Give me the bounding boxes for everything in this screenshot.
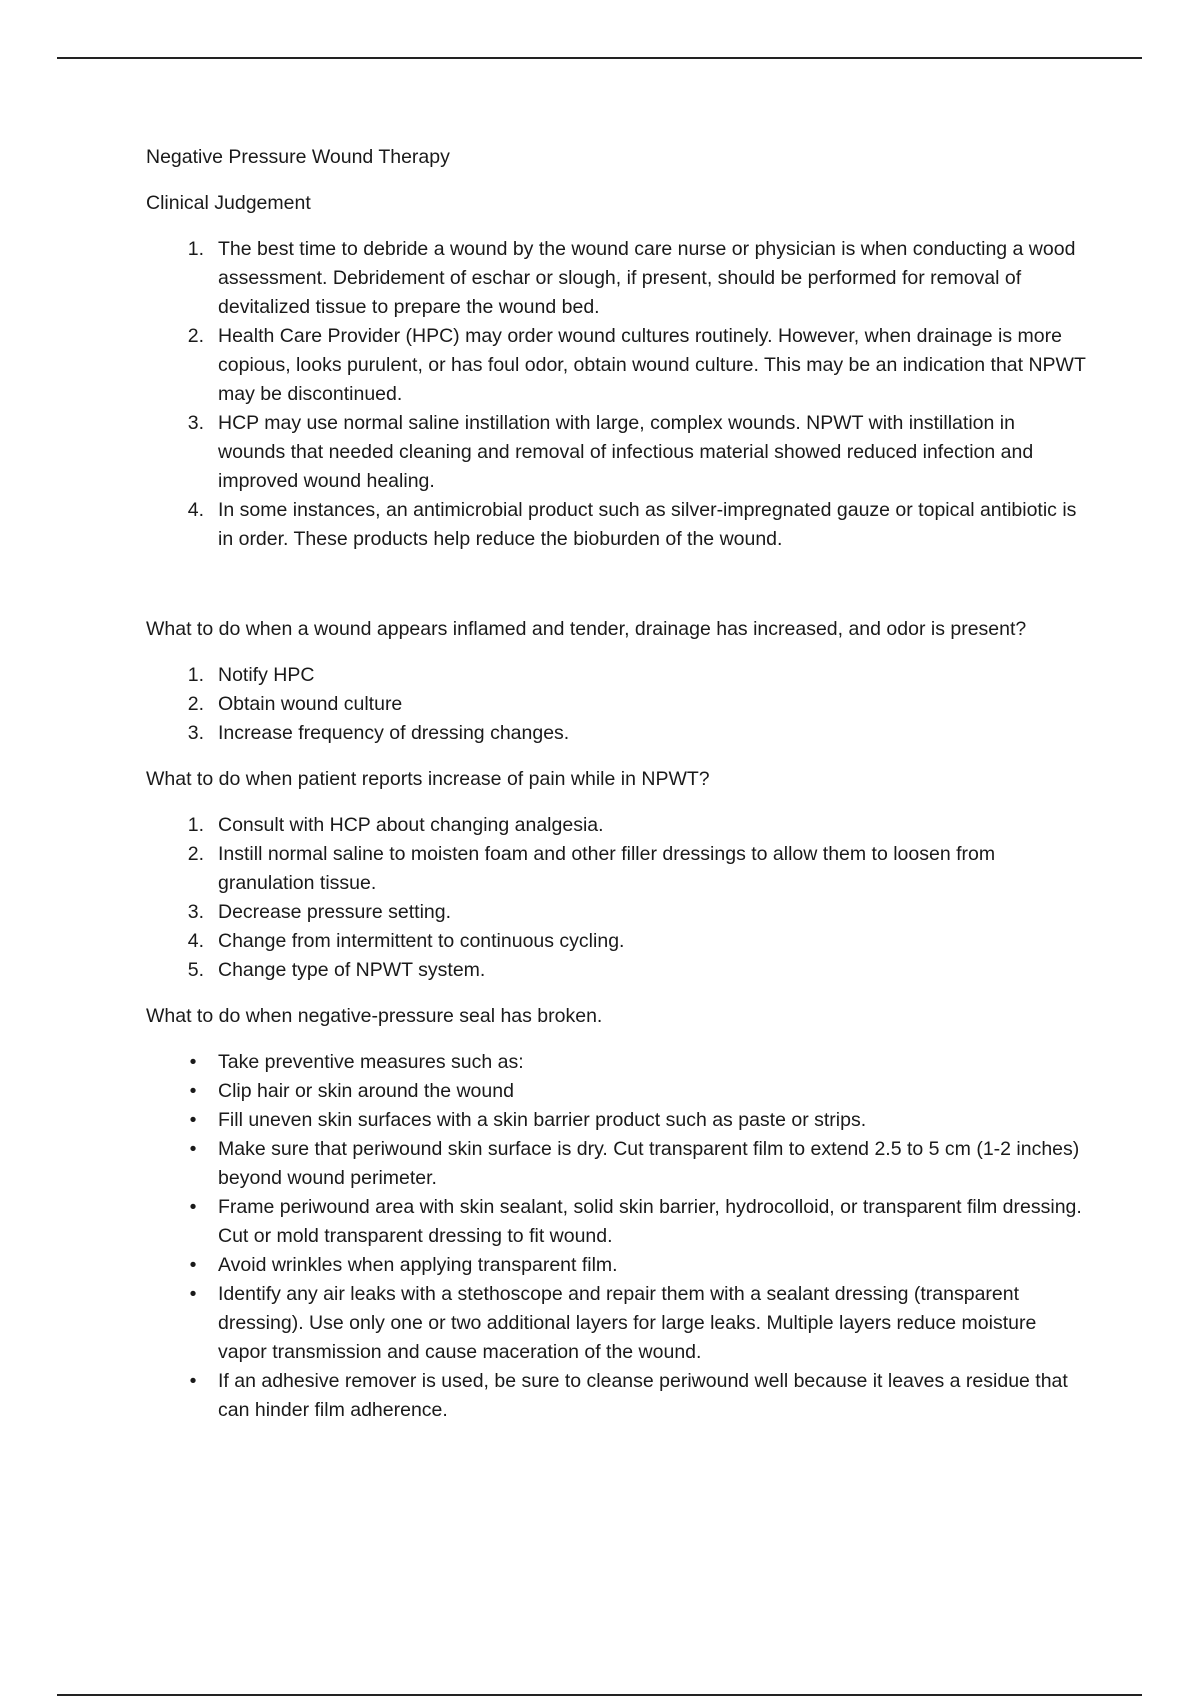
list-number: 2. xyxy=(187,325,204,347)
list-item: 3. HCP may use normal saline instillation with large, complex wounds. NPWT with instillation in wounds that needed cleaning and removal of infectious material showed reduced infection and improved wound healing. xyxy=(146,409,1086,496)
list-item: • Fill uneven skin surfaces with a skin barrier product such as paste or strips. xyxy=(146,1106,1086,1135)
list-number: 1. xyxy=(187,664,204,686)
list-number: 3. xyxy=(187,722,204,744)
list-item: • Avoid wrinkles when applying transparent film. xyxy=(146,1251,1086,1280)
question-inflamed-wound: What to do when a wound appears inflamed and tender, drainage has increased, and odor is present? xyxy=(146,618,1027,640)
answer-increased-pain-list xyxy=(146,811,1086,985)
list-number: 2. xyxy=(187,693,204,715)
list-item: • Identify any air leaks with a stethoscope and repair them with a sealant dressing (transparent dressing). Use only one or two additional layers for large leaks. Multiple layers reduce moisture vapor transmission and cause maceration of the wound. xyxy=(146,1280,1086,1367)
bullet-icon: • xyxy=(189,1370,197,1392)
spacer xyxy=(146,571,1086,615)
answer-inflamed-wound-list xyxy=(146,661,1086,748)
header-rule xyxy=(57,57,1142,59)
list-item: 1. Notify HPC xyxy=(146,661,1086,690)
bullet-icon: • xyxy=(189,1254,197,1276)
list-item: 1. Consult with HCP about changing analgesia. xyxy=(146,811,1086,840)
bullet-icon: • xyxy=(189,1051,197,1073)
list-item: • Frame periwound area with skin sealant, solid skin barrier, hydrocolloid, or transparent film dressing. Cut or mold transparent dressing to fit wound. xyxy=(146,1193,1086,1251)
list-item: • Make sure that periwound skin surface is dry. Cut transparent film to extend 2.5 to 5 cm (1-2 inches) beyond wound perimeter. xyxy=(146,1135,1086,1193)
list-number: 2. xyxy=(187,843,204,865)
list-item: 3. Decrease pressure setting. xyxy=(146,898,1086,927)
list-number: 4. xyxy=(187,499,204,521)
list-number: 3. xyxy=(187,901,204,923)
list-item: 3. Increase frequency of dressing changes. xyxy=(146,719,1086,748)
list-item: 2. Obtain wound culture xyxy=(146,690,1086,719)
bullet-icon: • xyxy=(189,1080,197,1102)
footer-rule xyxy=(57,1694,1142,1696)
list-number: 1. xyxy=(187,814,204,836)
answer-broken-seal-list xyxy=(146,1048,1086,1425)
document-title: Negative Pressure Wound Therapy xyxy=(146,146,450,168)
list-item: 2. Instill normal saline to moisten foam and other filler dressings to allow them to loosen from granulation tissue. xyxy=(146,840,1086,898)
list-item: 5. Change type of NPWT system. xyxy=(146,956,1086,985)
list-item: • Take preventive measures such as: xyxy=(146,1048,1086,1077)
bullet-icon: • xyxy=(189,1109,197,1131)
question-increased-pain: What to do when patient reports increase of pain while in NPWT? xyxy=(146,768,710,790)
list-item: • If an adhesive remover is used, be sure to cleanse periwound well because it leaves a residue that can hinder film adherence. xyxy=(146,1367,1086,1425)
bullet-icon: • xyxy=(189,1283,197,1305)
bullet-icon: • xyxy=(189,1196,197,1218)
list-number: 4. xyxy=(187,930,204,952)
list-item: 1. The best time to debride a wound by the wound care nurse or physician is when conducting a wood assessment. Debridement of eschar or slough, if present, should be performed for removal of devitalized tissue to prepare the wound bed. xyxy=(146,235,1086,322)
bullet-icon: • xyxy=(189,1138,197,1160)
list-item: 2. Health Care Provider (HPC) may order wound cultures routinely. However, when drainage is more copious, looks purulent, or has foul odor, obtain wound culture. This may be an indication that NPWT may be discontinued. xyxy=(146,322,1086,409)
list-number: 3. xyxy=(187,412,204,434)
document-body xyxy=(146,143,1086,1442)
list-item: 4. In some instances, an antimicrobial product such as silver-impregnated gauze or topical antibiotic is in order. These products help reduce the bioburden of the wound. xyxy=(146,496,1086,554)
list-item: • Clip hair or skin around the wound xyxy=(146,1077,1086,1106)
clinical-judgement-list xyxy=(146,235,1086,554)
question-broken-seal: What to do when negative-pressure seal has broken. xyxy=(146,1005,603,1027)
list-number: 1. xyxy=(187,238,204,260)
section-heading: Clinical Judgement xyxy=(146,192,311,214)
list-number: 5. xyxy=(187,959,204,981)
list-item: 4. Change from intermittent to continuous cycling. xyxy=(146,927,1086,956)
